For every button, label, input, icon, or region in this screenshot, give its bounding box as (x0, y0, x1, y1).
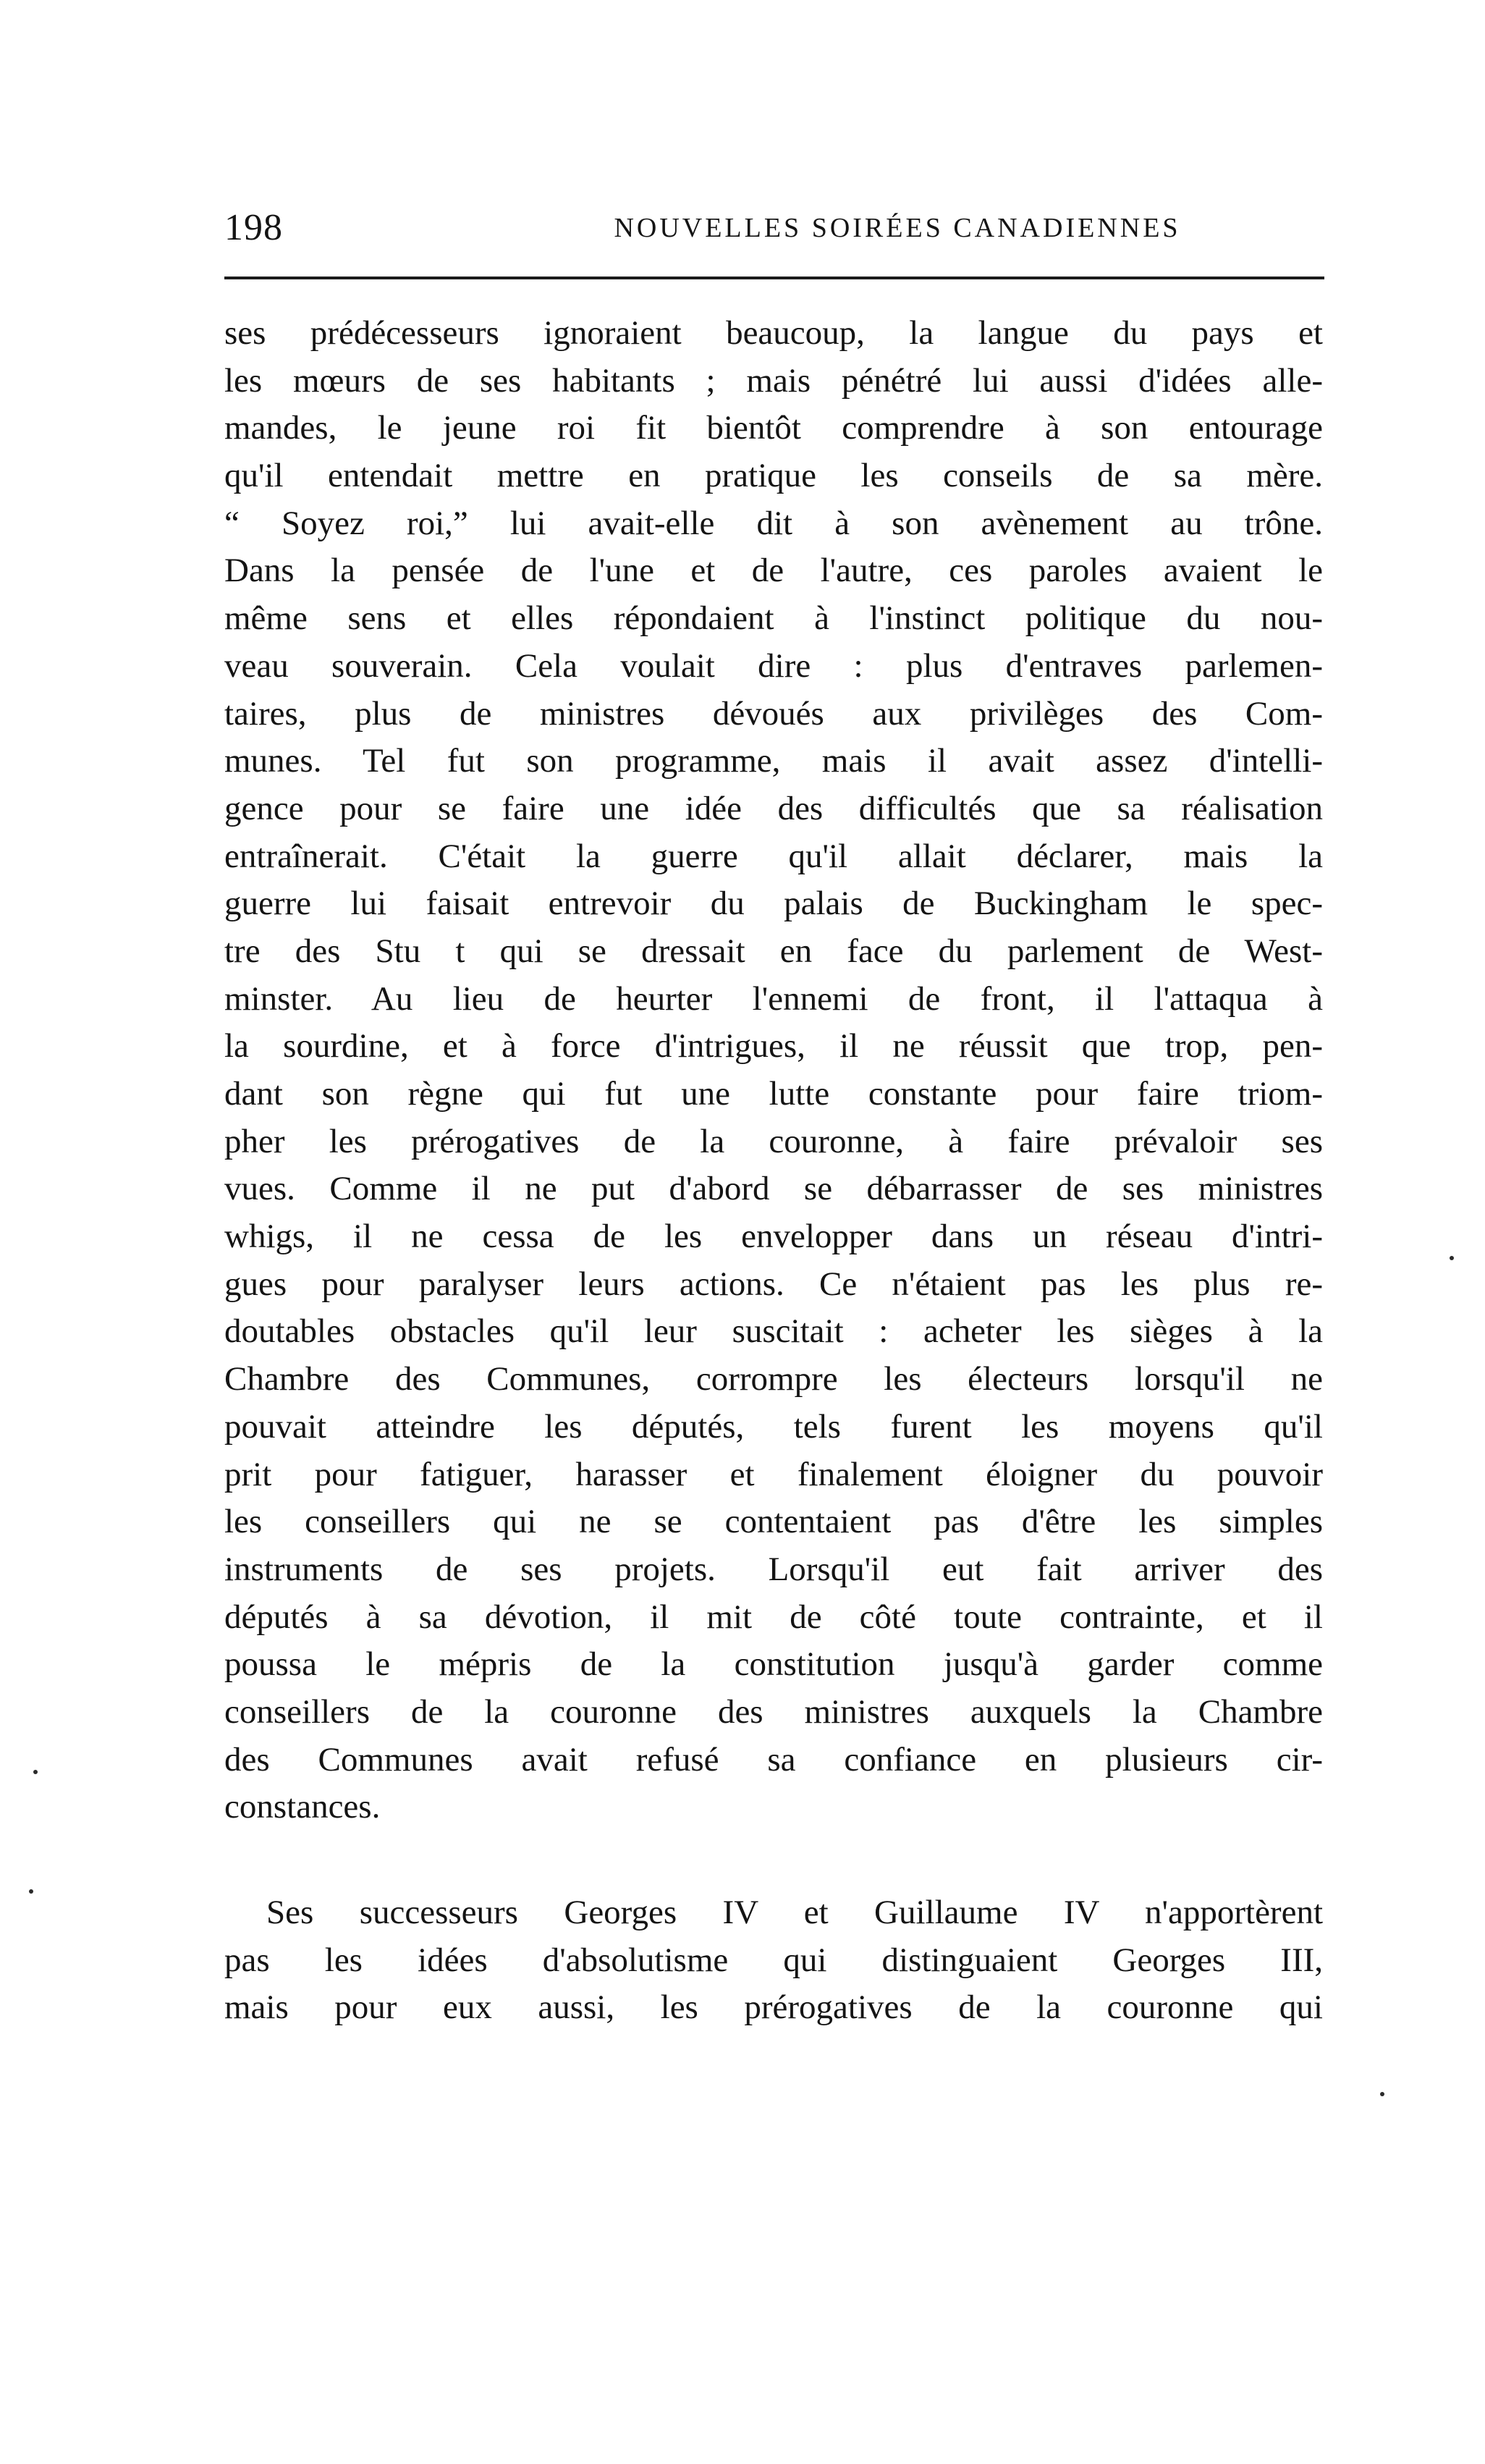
paragraph-1 (224, 310, 1323, 1831)
body-text (224, 310, 1323, 2032)
text-line: Dans la pensée de l'une et de l'autre, ces paroles avaient le (224, 552, 1323, 590)
text-line: minster. Au lieu de heurter l'ennemi de front, il l'attaqua à (224, 979, 1323, 1018)
text-line: poussa le mépris de la constitution jusqu'à garder comme (224, 1645, 1323, 1684)
text-line: conseillers de la couronne des ministres auxquels la Chambre (224, 1692, 1323, 1731)
text-line: whigs, il ne cessa de les envelopper dans un réseau d'intri- (224, 1218, 1323, 1256)
print-speck (29, 1889, 33, 1894)
text-line: même sens et elles répondaient à l'instinct politique du nou- (224, 599, 1323, 638)
print-speck (1450, 1256, 1454, 1260)
text-line: pouvait atteindre les députés, tels furent les moyens qu'il (224, 1407, 1323, 1446)
text-line: veau souverain. Cela voulait dire : plus d'entraves parlemen- (224, 646, 1323, 685)
text-line: Chambre des Communes, corrompre les électeurs lorsqu'il ne (224, 1360, 1323, 1398)
paragraph-gap (224, 1831, 1323, 1889)
running-title: NOUVELLES SOIRÉES CANADIENNES (614, 213, 1181, 243)
text-line: des Communes avait refusé sa confiance en plusieurs cir- (224, 1740, 1323, 1779)
text-line: qu'il entendait mettre en pratique les conseils de sa mère. (224, 457, 1323, 495)
text-line: doutables obstacles qu'il leur suscitait : acheter les sièges à la (224, 1312, 1323, 1351)
text-line: mandes, le jeune roi fit bientôt comprendre à son entourage (224, 409, 1323, 447)
text-line: pas les idées d'absolutisme qui distinguaient Georges III, (224, 1941, 1323, 1979)
text-line: les conseillers qui ne se contentaient pas d'être les simples (224, 1503, 1323, 1541)
text-line: les mœurs de ses habitants ; mais pénétré lui aussi d'idées alle- (224, 361, 1323, 400)
text-line: gence pour se faire une idée des difficultés que sa réalisation (224, 789, 1323, 827)
text-line: la sourdine, et à force d'intrigues, il ne réussit que trop, pen- (224, 1027, 1323, 1066)
text-line: tre des Stu t qui se dressait en face du parlement de West- (224, 932, 1323, 970)
print-speck (33, 1770, 38, 1774)
text-line: pher les prérogatives de la couronne, à faire prévaloir ses (224, 1122, 1323, 1160)
text-line: ses prédécesseurs ignoraient beaucoup, la langue du pays et (224, 314, 1323, 352)
page-number: 198 (224, 207, 283, 248)
text-line: guerre lui faisait entrevoir du palais de Buckingham le spec- (224, 885, 1323, 923)
text-line: gues pour paralyser leurs actions. Ce n'étaient pas les plus re- (224, 1265, 1323, 1303)
text-line: Ses successeurs Georges IV et Guillaume IV n'apportèrent (266, 1894, 1323, 1931)
print-speck (1380, 2092, 1384, 2096)
paragraph-2 (224, 1889, 1323, 2032)
text-line: députés à sa dévotion, il mit de côté toute contrainte, et il (224, 1598, 1323, 1636)
text-line: taires, plus de ministres dévoués aux privilèges des Com- (224, 694, 1323, 733)
header-rule (224, 277, 1324, 279)
text-line: munes. Tel fut son programme, mais il avait assez d'intelli- (224, 742, 1323, 780)
text-line: mais pour eux aussi, les prérogatives de la couronne qui (224, 1988, 1323, 2027)
text-line: “ Soyez roi,” lui avait-elle dit à son avènement au trône. (224, 504, 1323, 542)
text-line: entraînerait. C'était la guerre qu'il allait déclarer, mais la (224, 837, 1323, 875)
text-line: dant son règne qui fut une lutte constante pour faire triom- (224, 1075, 1323, 1113)
text-line: constances. (224, 1788, 381, 1826)
text-line: instruments de ses projets. Lorsqu'il eut fait arriver des (224, 1550, 1323, 1588)
running-head (224, 203, 1324, 253)
text-line: prit pour fatiguer, harasser et finalement éloigner du pouvoir (224, 1455, 1323, 1493)
text-line: vues. Comme il ne put d'abord se débarrasser de ses ministres (224, 1170, 1323, 1208)
